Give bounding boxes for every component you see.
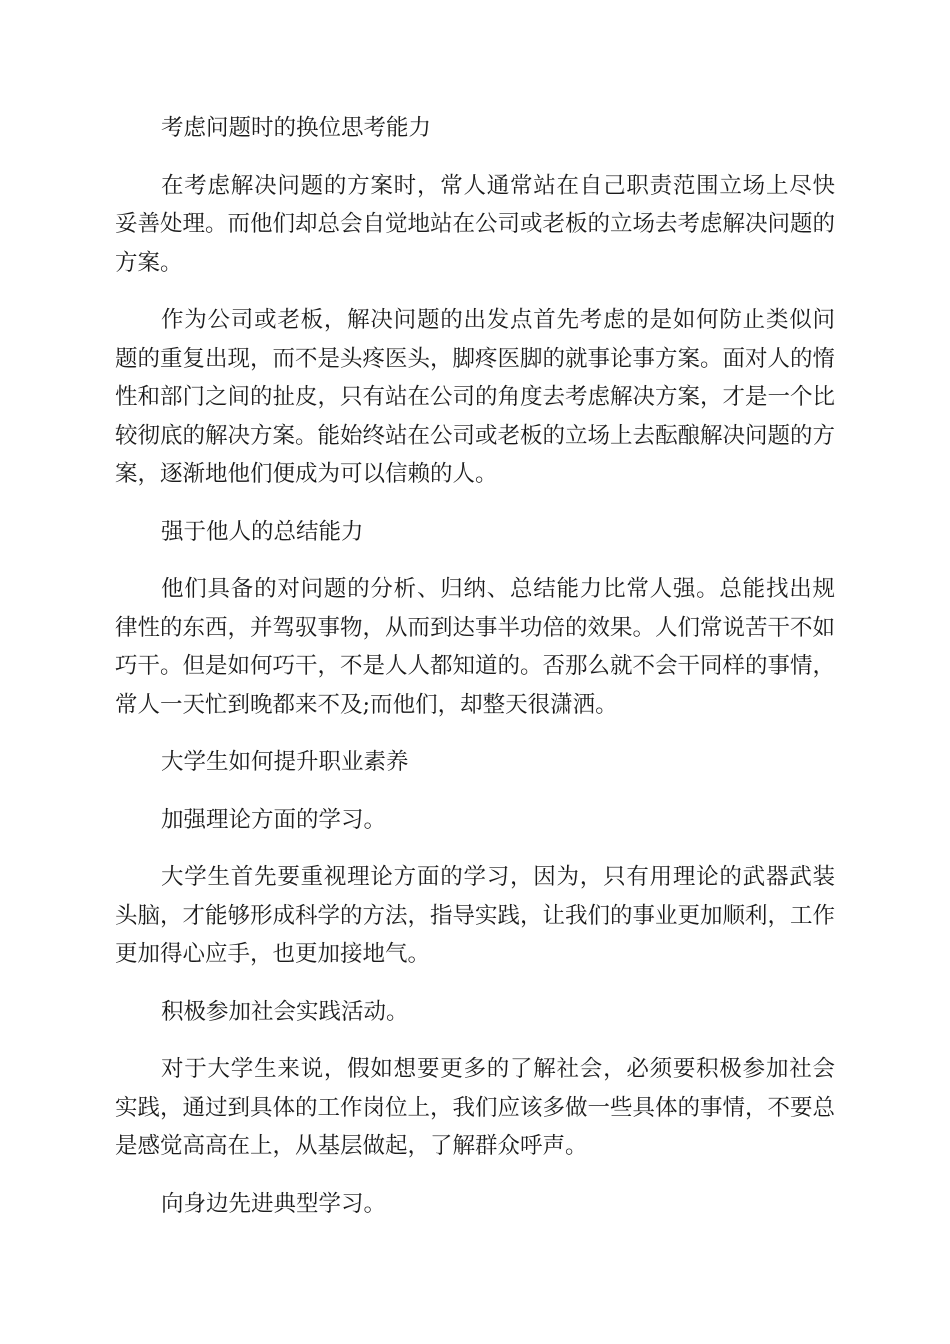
paragraph-company-perspective: 作为公司或老板，解决问题的出发点首先考虑的是如何防止类似问题的重复出现，而不是头疼医头，脚疼医脚的就事论事方案。面对人的惰性和部门之间的扯皮，只有站在公司的角度去考虑解决方案，才是一个比较彻底的解决方案。能始终站在公司或老板的立场上去酝酿解决问题的方案，逐渐地他们便成为可以信赖的人。 — [115, 307, 836, 487]
subheading-role-models: 向身边先进典型学习。 — [161, 1190, 387, 1217]
paragraph-summary-ability: 他们具备的对问题的分析、归纳、总结能力比常人强。总能找出规律性的东西，并驾驭事物，从而到达事半功倍的效果。人们常说苦干不如巧干。但是如何巧干，不是人人都知道的。否那么就不会干同样的事情，常人一天忙到晚都来不及;而他们，却整天很潇洒。 — [115, 576, 836, 718]
subheading-social-practice: 积极参加社会实践活动。 — [161, 998, 409, 1025]
section-heading-summary-ability: 强于他人的总结能力 — [161, 518, 364, 545]
document-body — [115, 109, 835, 1242]
paragraph-theory-study: 大学生首先要重视理论方面的学习，因为，只有用理论的武器武装头脑，才能够形成科学的方法，指导实践，让我们的事业更加顺利，工作更加得心应手，也更加接地气。 — [115, 864, 836, 967]
section-heading-perspective-taking: 考虑问题时的换位思考能力 — [161, 115, 432, 141]
paragraph-solution-standpoint: 在考虑解决问题的方案时，常人通常站在自己职责范围立场上尽快妥善处理。而他们却总会自觉地站在公司或老板的立场去考虑解决问题的方案。 — [115, 172, 836, 276]
section-heading-career-quality: 大学生如何提升职业素养 — [161, 749, 409, 775]
subheading-theory-study: 加强理论方面的学习。 — [161, 806, 387, 833]
paragraph-social-practice: 对于大学生来说，假如想要更多的了解社会，必须要积极参加社会实践，通过到具体的工作岗位上，我们应该多做一些具体的事情，不要总是感觉高高在上，从基层做起，了解群众呼声。 — [115, 1056, 836, 1159]
